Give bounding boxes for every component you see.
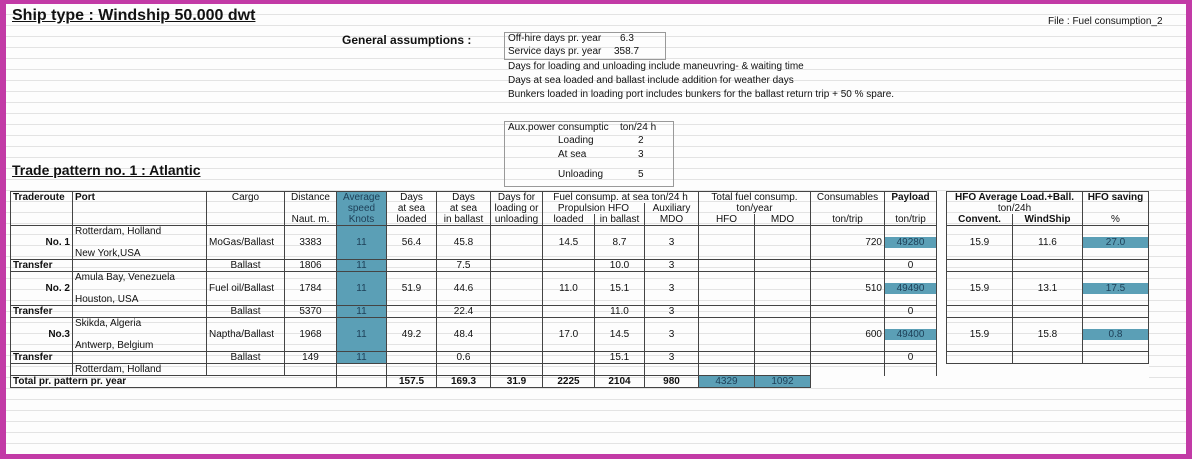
prop-ballast: 15.1: [595, 352, 645, 364]
prop-ballast: 8.7: [595, 237, 645, 248]
prop-loaded: 14.5: [543, 237, 595, 248]
table-row: [11, 318, 1149, 330]
offhire-label: Off-hire days pr. year: [508, 33, 602, 44]
total-prop-ballast: 2104: [595, 376, 645, 388]
hdr-tf-hfo: HFO: [699, 214, 755, 226]
table-row: [11, 272, 1149, 284]
total-aux: 980: [645, 376, 699, 388]
aux-atsea-value: 3: [638, 149, 644, 160]
cargo: MoGas/Ballast: [207, 237, 285, 248]
days-sea-ballast: 45.8: [437, 237, 491, 248]
hdr-cargo: Cargo: [207, 192, 285, 204]
speed: 11: [337, 352, 387, 364]
service-value: 358.7: [614, 46, 640, 57]
hdr-dsl-3: loaded: [387, 214, 437, 226]
hdr-total-fuel-1: Total fuel consump.: [699, 192, 811, 204]
payload: 0: [885, 306, 937, 318]
cargo: Fuel oil/Ballast: [207, 283, 285, 294]
file-label: File : Fuel consumption_2: [1048, 16, 1163, 27]
total-days-sea-ballast: 169.3: [437, 376, 491, 388]
header-row-1: [11, 192, 1149, 204]
note-2: Days at sea loaded and ballast include addition for weather days: [508, 75, 794, 86]
prop-ballast: 11.0: [595, 306, 645, 318]
distance: 3383: [285, 237, 337, 248]
aux-mdo: 3: [645, 237, 699, 248]
prop-ballast: 10.0: [595, 260, 645, 272]
total-hfo: 4329: [699, 376, 755, 388]
route-label: No. 1: [11, 237, 73, 248]
hdr-dsb-3: in ballast: [437, 214, 491, 226]
table-row: [11, 352, 1149, 364]
hfo-convent: 15.9: [947, 329, 1013, 340]
cargo: Ballast: [207, 352, 285, 364]
prop-ballast: 14.5: [595, 329, 645, 340]
header-row-3: [11, 214, 1149, 226]
port-destination: Houston, USA: [73, 294, 207, 306]
days-sea-loaded: 56.4: [387, 237, 437, 248]
speed: 11: [337, 283, 387, 294]
port-origin: Rotterdam, Holland: [73, 226, 207, 238]
total-mdo: 1092: [755, 376, 811, 388]
port-destination: New York,USA: [73, 248, 207, 260]
payload: 49490: [885, 283, 937, 294]
table-row: [11, 329, 1149, 340]
hfo-windship: 13.1: [1013, 283, 1083, 294]
hdr-consumables-unit: ton/trip: [811, 214, 885, 226]
table-row: [11, 294, 1149, 306]
total-row: [11, 376, 1149, 388]
aux-loading-label: Loading: [558, 135, 594, 146]
aux-mdo: 3: [645, 283, 699, 294]
table-row: [11, 306, 1149, 318]
header-row-2: [11, 203, 1149, 214]
route-label: Transfer: [11, 306, 73, 318]
route-label: Transfer: [11, 260, 73, 272]
days-sea-loaded: 49.2: [387, 329, 437, 340]
hdr-speed-3: Knots: [337, 214, 387, 226]
hdr-payload-unit: ton/trip: [885, 214, 937, 226]
total-prop-loaded: 2225: [543, 376, 595, 388]
hdr-dsb-2: at sea: [437, 203, 491, 214]
hdr-dsl-2: at sea: [387, 203, 437, 214]
hdr-saving-unit: %: [1083, 214, 1149, 226]
distance: 149: [285, 352, 337, 364]
port-origin: Skikda, Algeria: [73, 318, 207, 330]
cargo: Ballast: [207, 260, 285, 272]
hdr-convent: Convent.: [947, 214, 1013, 226]
payload: 49280: [885, 237, 937, 248]
table-row: [11, 283, 1149, 294]
trade-pattern-title: Trade pattern no. 1 : Atlantic: [12, 162, 201, 178]
aux-mdo: 3: [645, 306, 699, 318]
distance: 1968: [285, 329, 337, 340]
hdr-tf-mdo: MDO: [755, 214, 811, 226]
note-3: Bunkers loaded in loading port includes bunkers for the ballast return trip + 50 % spare.: [508, 89, 895, 100]
hdr-prop-ballast: in ballast: [595, 214, 645, 226]
days-sea-ballast: 0.6: [437, 352, 491, 364]
table-row: [11, 364, 1149, 376]
hfo-saving: 17.5: [1083, 283, 1149, 294]
distance: 1806: [285, 260, 337, 272]
payload: 49400: [885, 329, 937, 340]
hdr-total-fuel-2: ton/year: [699, 203, 811, 214]
hdr-aux-mdo: MDO: [645, 214, 699, 226]
cargo: Ballast: [207, 306, 285, 318]
distance: 1784: [285, 283, 337, 294]
hfo-saving: 27.0: [1083, 237, 1149, 248]
days-sea-ballast: 48.4: [437, 329, 491, 340]
hdr-consumables: Consumables: [811, 192, 885, 204]
days-sea-loaded: 51.9: [387, 283, 437, 294]
consumables: 720: [811, 237, 885, 248]
payload: 0: [885, 260, 937, 272]
hdr-dlu-3: unloading: [491, 214, 543, 226]
table-row: [11, 237, 1149, 248]
days-sea-ballast: 22.4: [437, 306, 491, 318]
hdr-distance-unit: Naut. m.: [285, 214, 337, 226]
aux-mdo: 3: [645, 329, 699, 340]
hdr-fuel-sea: Fuel consump. at sea ton/24 h: [543, 192, 699, 204]
days-sea-ballast: 7.5: [437, 260, 491, 272]
hfo-windship: 11.6: [1013, 237, 1083, 248]
prop-loaded: 17.0: [543, 329, 595, 340]
aux-atsea-label: At sea: [558, 149, 587, 160]
prop-ballast: 15.1: [595, 283, 645, 294]
hdr-dsb-1: Days: [437, 192, 491, 204]
hdr-speed-2: speed: [337, 203, 387, 214]
aux-mdo: 3: [645, 352, 699, 364]
prop-loaded: 11.0: [543, 283, 595, 294]
hfo-saving: 0.8: [1083, 329, 1149, 340]
spreadsheet: [6, 4, 1186, 454]
fuel-consumption-table: [10, 191, 1149, 388]
general-assumptions-title: General assumptions :: [342, 33, 472, 47]
total-label: Total pr. pattern pr. year: [11, 376, 337, 388]
hdr-prop-loaded: loaded: [543, 214, 595, 226]
route-label: Transfer: [11, 352, 73, 364]
payload: 0: [885, 352, 937, 364]
hdr-port: Port: [73, 192, 207, 204]
table-row: [11, 248, 1149, 260]
hdr-dlu-2: loading or: [491, 203, 543, 214]
note-1: Days for loading and unloading include maneuvring- & waiting time: [508, 61, 804, 72]
table-row: [11, 340, 1149, 352]
offhire-value: 6.3: [620, 33, 634, 44]
cargo: Naptha/Ballast: [207, 329, 285, 340]
hdr-saving: HFO saving: [1083, 192, 1149, 204]
total-days-loading: 31.9: [491, 376, 543, 388]
aux-power-unit: ton/24 h: [620, 122, 657, 133]
hdr-speed-1: Average: [337, 192, 387, 204]
speed: 11: [337, 306, 387, 318]
aux-power-label: Aux.power consumptic: [508, 122, 609, 133]
consumables: 600: [811, 329, 885, 340]
port-final: Rotterdam, Holland: [73, 364, 207, 376]
service-label: Service days pr. year: [508, 46, 602, 57]
hdr-hfo-average: HFO Average Load.+Ball.: [947, 192, 1083, 204]
hdr-hfo-average-unit: ton/24h: [947, 203, 1083, 214]
distance: 5370: [285, 306, 337, 318]
ship-title: Ship type : Windship 50.000 dwt: [12, 7, 256, 24]
hfo-convent: 15.9: [947, 237, 1013, 248]
table-row: [11, 226, 1149, 238]
hdr-aux: Auxiliary: [645, 203, 699, 214]
hdr-dlu-1: Days for: [491, 192, 543, 204]
port-origin: Amula Bay, Venezuela: [73, 272, 207, 284]
port-destination: Antwerp, Belgium: [73, 340, 207, 352]
speed: 11: [337, 237, 387, 248]
hdr-payload: Payload: [885, 192, 937, 204]
hdr-traderoute: Traderoute: [11, 192, 73, 204]
aux-unloading-label: Unloading: [558, 169, 604, 180]
table-row: [11, 260, 1149, 272]
consumables: 510: [811, 283, 885, 294]
route-label: No. 2: [11, 283, 73, 294]
hdr-prop: Propulsion HFO: [543, 203, 645, 214]
route-label: No.3: [11, 329, 73, 340]
aux-mdo: 3: [645, 260, 699, 272]
aux-loading-value: 2: [638, 135, 644, 146]
hdr-distance: Distance: [285, 192, 337, 204]
aux-unloading-value: 5: [638, 169, 644, 180]
hfo-convent: 15.9: [947, 283, 1013, 294]
hdr-windship: WindShip: [1013, 214, 1083, 226]
days-sea-ballast: 44.6: [437, 283, 491, 294]
hfo-windship: 15.8: [1013, 329, 1083, 340]
total-days-sea-loaded: 157.5: [387, 376, 437, 388]
speed: 11: [337, 260, 387, 272]
speed: 11: [337, 329, 387, 340]
hdr-dsl-1: Days: [387, 192, 437, 204]
